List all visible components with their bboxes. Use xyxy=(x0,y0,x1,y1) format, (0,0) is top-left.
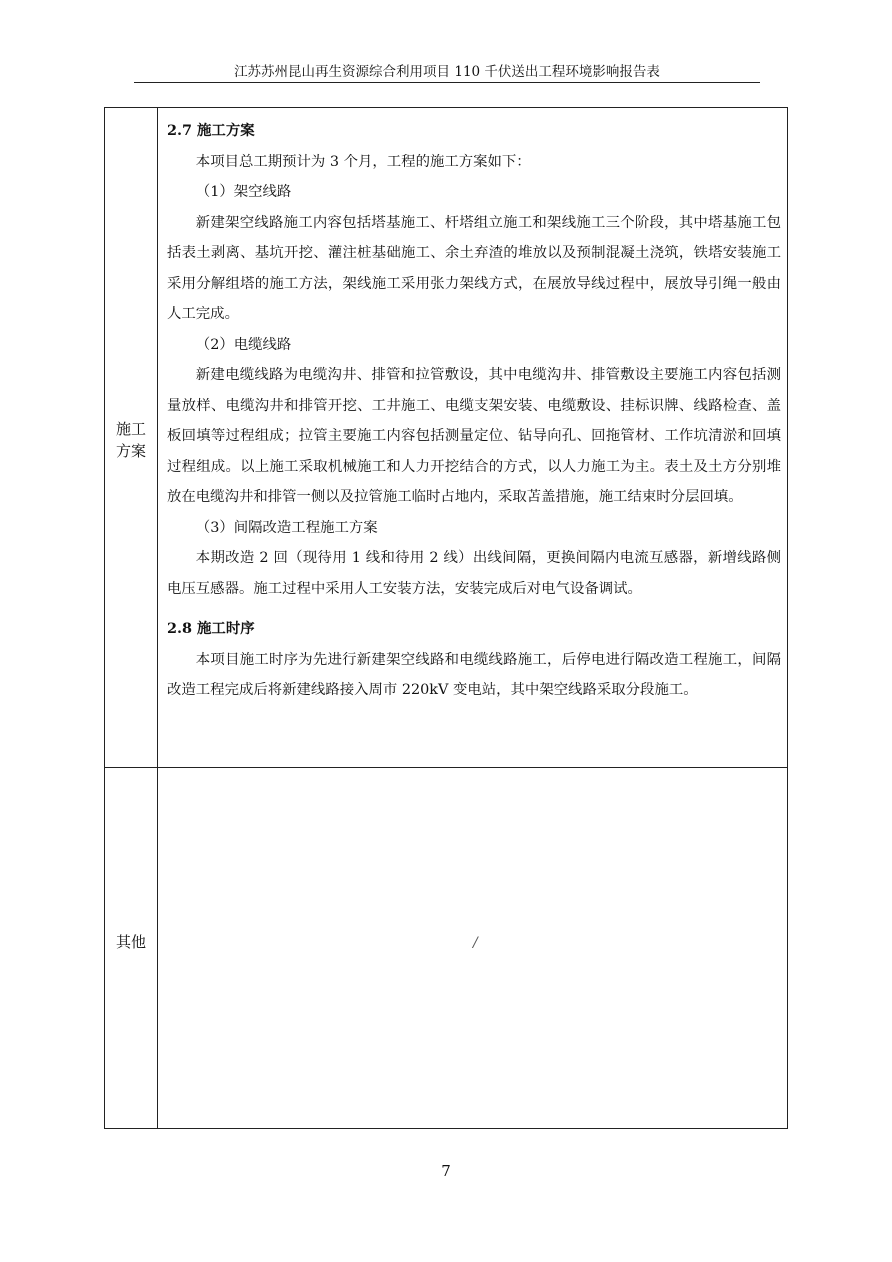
document-header-title: 江苏苏州昆山再生资源综合利用项目 110 千伏送出工程环境影响报告表 xyxy=(234,64,660,80)
row-label-construction-plan-text: 施工 方案 xyxy=(115,420,146,460)
column-divider xyxy=(157,108,158,1128)
paragraph-bay-renovation: 本期改造 2 回（现待用 1 线和待用 2 线）出线间隔，更换间隔内电流互感器，新增线路侧电压互感器。施工过程中采用人工安装方法，安装完成后对电气设备调试。 xyxy=(167,550,781,597)
paragraph-cable-line: 新建电缆线路为电缆沟井、排管和拉管敷设，其中电缆沟井、排管敷设主要施工内容包括测量放样、电缆沟井和排管开挖、工井施工、电缆支架安装、电缆敷设、挂标识牌、线路检查、盖板回填等过程组成；拉管主要施工内容包括测量定位、钻导向孔、回拖管材、工作坑清淤和回填过程组成。以上施工采取机械施工和人力开挖结合的方式，以人力施工为主。表土及土方分别堆放在电缆沟井和排管一侧以及拉管施工临时占地内，采取苫盖措施，施工结束时分层回填。 xyxy=(167,367,781,505)
other-content-slash: / xyxy=(473,935,478,951)
paragraph-sequence: 本项目施工时序为先进行新建架空线路和电缆线路施工，后停电进行隔改造工程施工，间隔改造工程完成后将新建线路接入周市 220kV 变电站，其中架空线路采取分段施工。 xyxy=(167,651,781,698)
section-heading-2-7: 2.7 施工方案 xyxy=(167,122,255,139)
subheading-bay-renovation: （3）间隔改造工程施工方案 xyxy=(195,519,378,536)
section-heading-2-8: 2.8 施工时序 xyxy=(167,620,255,637)
row-label-construction-plan xyxy=(105,418,157,462)
header-rule xyxy=(134,82,760,83)
row-divider xyxy=(105,767,787,768)
page-number: 7 xyxy=(441,1162,451,1180)
construction-plan-content xyxy=(167,116,781,706)
paragraph-schedule: 本项目总工期预计为 3 个月，工程的施工方案如下： xyxy=(195,153,531,170)
subheading-cable-line: （2）电缆线路 xyxy=(195,336,292,353)
row-label-other: 其他 xyxy=(115,933,146,951)
paragraph-overhead-line: 新建架空线路施工内容包括塔基施工、杆塔组立施工和架线施工三个阶段，其中塔基施工包括表土剥离、基坑开挖、灌注桩基础施工、余土弃渣的堆放以及预制混凝土浇筑，铁塔安装施工采用分解组塔的施工方法，架线施工采用张力架线方式，在展放导线过程中，展放导引绳一般由人工完成。 xyxy=(167,214,781,322)
section-gap xyxy=(167,604,781,614)
construction-table xyxy=(104,107,788,1129)
subheading-overhead-line: （1）架空线路 xyxy=(195,184,292,200)
